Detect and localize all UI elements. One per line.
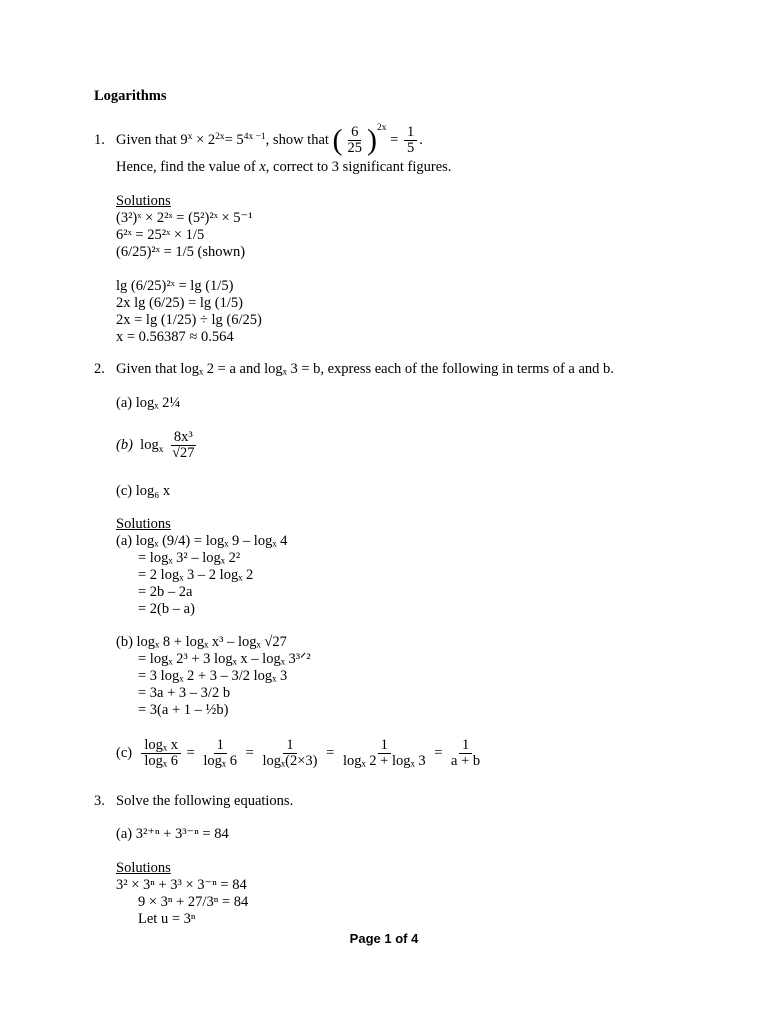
q1-lhs-exp: 2x [377,123,387,133]
q1-solutions-label: Solutions [116,193,171,209]
q2-sol-c-frac [259,738,320,769]
q3-number: 3. [94,793,105,809]
q2-solutions-label: Solutions [116,516,171,532]
q3-stem: Solve the following equations. [116,793,294,809]
q2-sol-a-line: (a) logₓ (9/4) = logₓ 9 – logₓ 4 [116,533,288,549]
q1-sol-line: 2x lg (6/25) = lg (1/5) [116,295,243,311]
q2-sol-a-line: = 2 logₓ 3 – 2 logₓ 2 [138,567,254,583]
q2-part-c: (c) log₆ x [116,483,171,499]
q2-part-b-den: √27 [172,445,195,462]
frac-den: logₓ 2 + logₓ 3 [342,753,426,770]
q2-part-b-base: x [158,445,164,455]
q1-eq: = [390,132,399,148]
q1-hence-text: Hence, find the value of [116,159,256,175]
q3-sol-line: 9 × 3ⁿ + 27/3ⁿ = 84 [138,894,249,910]
q2-sol-c-label: (c) [116,745,133,761]
q1-end: . [419,132,423,148]
q2-sol-b-line: = 3a + 3 – 3/2 b [138,685,231,701]
q2-sol-c-frac [200,738,240,769]
q2-sol-b-line: = 3 logₓ 2 + 3 – 3/2 logₓ 3 [138,668,288,684]
equals-sign: = [434,745,443,761]
q3-solutions-label: Solutions [116,860,171,876]
q2-sol-c [116,736,485,770]
q2-part-b-log: log [140,437,159,453]
q1-stem [116,124,423,156]
q1-rhs-num: 1 [404,125,417,141]
frac-num: 1 [214,738,227,754]
q2-part-b-fraction [169,430,197,461]
q1-sol-line: 2x = lg (1/25) ÷ lg (6/25) [116,312,262,328]
q2-sol-c-frac [340,738,429,769]
page-footer: Page 1 of 4 [349,931,419,946]
q2-part-b-num: 8x³ [171,430,196,446]
q1-sol-line: 6²ˣ = 25²ˣ × 1/5 [116,227,205,243]
q1-number: 1. [94,132,105,148]
equals-sign: = [186,745,195,761]
frac-den: logₓ 6 [144,753,178,770]
frac-num: 1 [459,738,472,754]
frac-num: 1 [378,738,391,754]
frac-num: logₓ x [141,738,181,754]
equals-sign: = [326,745,335,761]
q1-hence [116,159,451,176]
q2-sol-b-line: = logₓ 2³ + 3 logₓ x – logₓ 3³ᐟ² [138,651,311,667]
q1-left-paren: ( [332,123,343,157]
q2-number: 2. [94,361,105,377]
q2-part-b [116,428,200,462]
q3-sol-line: 3² × 3ⁿ + 3³ × 3⁻ⁿ = 84 [116,877,247,893]
q1-sol-line: x = 0.56387 ≈ 0.564 [116,329,234,345]
q2-sol-c-frac [448,738,483,769]
frac-den: a + b [451,753,481,770]
frac-den: logₓ(2×3) [262,753,318,770]
q1-sol-line: lg (6/25)²ˣ = lg (1/5) [116,278,234,294]
q1-hence-var: x [259,159,266,175]
q1-show-that: , show that [265,132,329,148]
q1-given-exp3: 4x −1 [243,132,266,142]
q1-sol-line: (6/25)²ˣ = 1/5 (shown) [116,244,246,260]
q1-rhs-den: 5 [406,140,415,157]
q2-sol-b-line: = 3(a + 1 – ½b) [138,702,229,718]
frac-num: 1 [283,738,296,754]
q2-part-b-label: (b) [116,437,133,453]
document-title: Logarithms [94,88,167,104]
q2-sol-a-line: = 2b – 2a [138,584,193,600]
q1-sol-line: (3²)ˣ × 2²ˣ = (5²)²ˣ × 5⁻¹ [116,210,253,226]
q2-sol-a-line: = logₓ 3² – logₓ 2² [138,550,241,566]
q1-lhs-num: 6 [348,125,361,141]
equals-sign: = [245,745,254,761]
q3-part-a: (a) 3²⁺ⁿ + 3³⁻ⁿ = 84 [116,826,229,842]
q1-right-paren: ) [367,123,378,157]
q1-given-exp2: 2x [215,132,225,142]
q1-given-exp1: x [187,132,193,142]
q2-part-a: (a) logₓ 2¼ [116,395,181,411]
q1-given-prefix: Given that 9 [116,132,188,148]
frac-den: logₓ 6 [203,753,237,770]
q1-lhs-den: 25 [347,140,363,157]
q1-rhs-fraction [404,125,417,156]
q2-sol-b-line: (b) logₓ 8 + logₓ x³ – logₓ √27 [116,634,287,650]
q3-sol-line: Let u = 3ⁿ [138,911,196,927]
q2-stem: Given that logₓ 2 = a and logₓ 3 = b, express each of the following in terms of a and b. [116,361,614,377]
q1-given-times: × 2 [192,132,216,148]
q1-lhs-fraction [345,125,366,156]
q2-sol-a-line: = 2(b – a) [138,601,195,617]
q2-sol-c-frac [141,738,181,769]
q1-hence-end: , correct to 3 significant figures. [265,159,452,175]
q1-given-eq: = 5 [224,132,244,148]
